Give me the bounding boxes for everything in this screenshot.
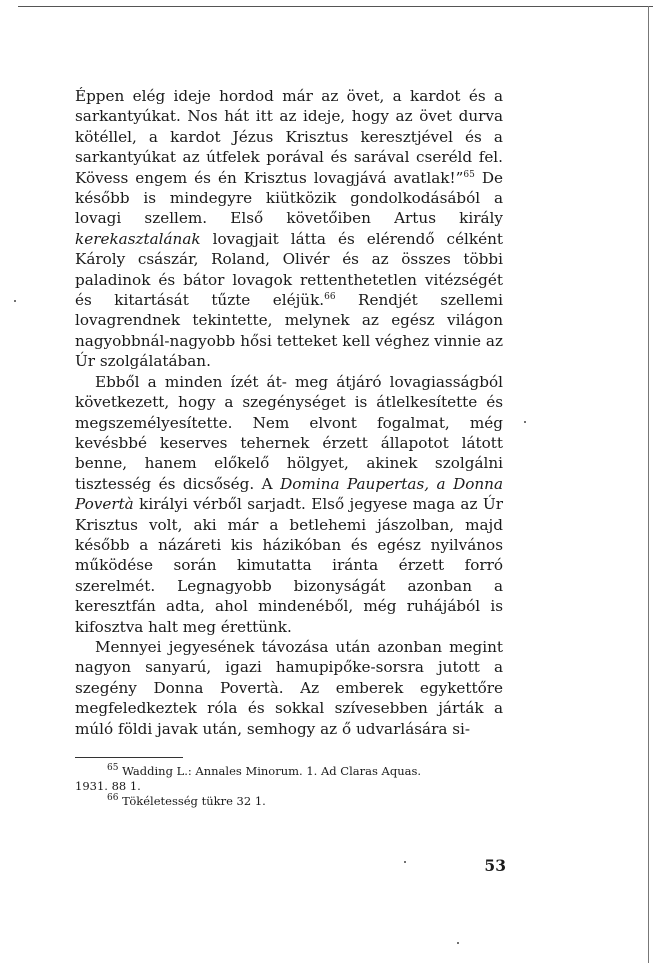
footnote-marker-66: 66 — [107, 793, 119, 804]
footnotes — [75, 764, 503, 809]
page-body — [75, 86, 503, 809]
scan-speck — [524, 421, 526, 423]
italic-term-kerekasztal: kerekasztalának — [75, 229, 201, 248]
paragraph-1-part-4: Rendjét szellemi lovagrendnek tekintette, melynek az egész világon nagyobbnál-nagyobb hősi tetteket kell véghez vinnie az Úr szolgálatában. — [75, 291, 503, 371]
footnote-66-text: Tökéletesség tükre 32 1. — [118, 794, 266, 808]
footnote-ref-65: 65 — [463, 169, 475, 180]
scan-speck — [14, 300, 16, 302]
footnote-65-continuation: 1931. 88 1. — [75, 779, 141, 793]
footnote-66 — [107, 794, 503, 809]
paragraph-1 — [75, 86, 503, 372]
italic-term-domina-paupertas: Domina Paupertas, a Donna Povertà — [75, 474, 504, 514]
footnote-65 — [107, 764, 503, 779]
scan-speck — [457, 942, 459, 944]
scan-speck — [404, 861, 406, 863]
paragraph-2 — [75, 372, 503, 637]
footnote-marker-65: 65 — [107, 763, 119, 774]
paragraph-1-part-2: De később is mindegyre kiütközik gondolkodásából a lovagi szellem. Első követőiben Artus király — [75, 168, 503, 228]
footnote-65-text: Wadding L.: Annales Minorum. 1. Ad Claras Aquas. — [118, 764, 422, 778]
scan-border-top — [18, 6, 653, 7]
body-text — [75, 86, 503, 739]
paragraph-3: Mennyei jegyesének távozása után azonban megint nagyon sanyarú, igazi hamupipőke-sorsra jutott a szegény Donna Povertà. Az emberek egykettőre megfeledkeztek róla és sokkal szívesebben járták a múló földi javak után, semhogy az ő udvarlására si- — [75, 637, 503, 738]
footnote-divider — [75, 757, 183, 758]
page-number: 53 — [484, 856, 506, 875]
footnote-ref-66: 66 — [324, 292, 336, 302]
paragraph-1-start: Éppen elég ideje hordod már az övet, a kardot és a sarkantyúkat. Nos hát itt az ideje, hogy az övet durva kötéllel, a kardot Jézus Krisztus keresztjével és a sarkantyúkat az útfelek porával és sarával cseréld fel. Kövess engem és én Krisztus lovagjává avatlak!” — [75, 87, 503, 187]
paragraph-1-part-3: lovagjait látta és elérendő célként Károly császár, Roland, Olivér és az összes többi paladinok és bátor lovagok rettenthetetlen vitézségét és kitartását tűzte eléjük. — [75, 229, 503, 310]
paragraph-2-start: Ebből a minden ízét át- meg átjáró lovagiasságból következett, hogy a szegénységet is átlelkesítette és megszemélyesítette. Nem elvont fogalmat, még kevésbbé keserves tehernek érzett állapotot látott benne, hanem előkelő hölgyet, akinek szolgálni tisztesség és dicsőség. A — [75, 372, 503, 493]
paragraph-2-part-2: királyi vérből sarjadt. Első jegyese maga az Úr Krisztus volt, aki már a betlehemi jászolban, majd később a názáreti kis házikóban és egész nyilvános működése során kimutatta iránta érzett forró szerelmét. Legnagyobb bizonyságát azonban a keresztfán adta, ahol mindenéből, még ruhájából is kifosztva halt meg érettünk. — [75, 495, 503, 636]
scan-border-right — [648, 6, 649, 963]
